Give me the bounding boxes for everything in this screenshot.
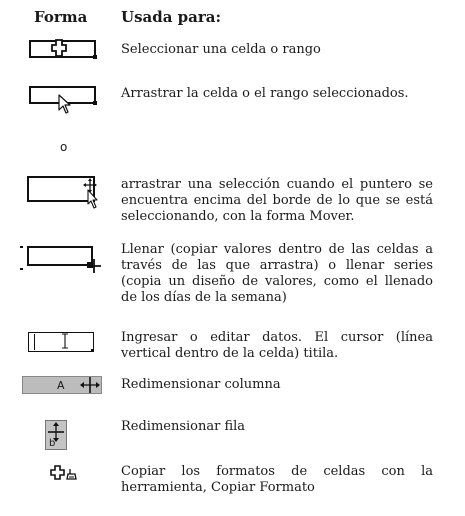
description-column-resize: Redimensionar columna [121,377,281,392]
description-fill: Llenar (copiar valores dentro de las celdas a través de las que arrastra) o llenar series (copia un diseño de valores, como el llenado de los días de la semana) [121,242,433,305]
column-header-label: A [57,379,65,392]
description-format-painter: Copiar los formatos de celdas con la herramienta, Copiar Formato [121,464,433,495]
move-pointer-icon [0,172,112,212]
arrow-pointer-icon [0,82,112,118]
column-header-forma: Forma [34,8,88,26]
i-beam-cursor-icon [0,328,112,356]
column-resize-icon [22,376,102,394]
thick-cross-pointer-icon [0,36,112,66]
fill-handle-cross-icon [0,240,112,276]
column-header-usada-para: Usada para: [121,8,222,26]
row-resize-icon [45,420,67,450]
description-select: Seleccionar una celda o rango [121,42,321,57]
description-drag: Arrastrar la celda o el rango seleccionados. [121,86,409,101]
separator-or: o [60,140,68,154]
description-move: arrastrar una selección cuando el puntero se encuentra encima del borde de lo que se está seleccionando, con la forma Mover. [121,177,433,224]
description-edit: Ingresar o editar datos. El cursor (línea vertical dentro de la celda) titila. [121,330,433,361]
row-header-label: b [49,438,56,449]
description-row-resize: Redimensionar fila [121,419,246,434]
format-painter-icon [0,462,112,484]
